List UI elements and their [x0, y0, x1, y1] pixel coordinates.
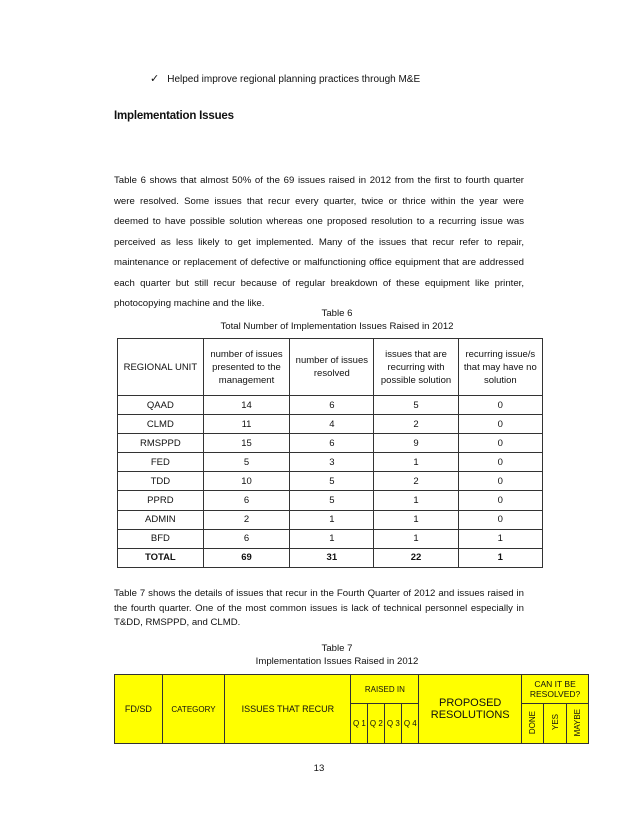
table6-value-cell: 31	[290, 548, 374, 567]
table7-quarter: Q 1	[351, 704, 368, 744]
table7-yes: YES	[550, 714, 560, 731]
page-number: 13	[313, 763, 325, 774]
table6-value-cell: 1	[374, 453, 458, 472]
table7-maybe: MAYBE	[572, 708, 582, 737]
table7-caption	[212, 642, 462, 668]
table6-value-cell: 5	[374, 396, 458, 415]
table7-maybe-cell	[566, 704, 588, 744]
table6	[117, 338, 543, 568]
table6-value-cell: 9	[374, 434, 458, 453]
paragraph-1: Table 6 shows that almost 50% of the 69 issues raised in 2012 from the first to fourth quarter were resolved. Some issues that recur every quarter, twice or thrice within the year were deemed to have possible solution whereas one proposed resolution to a recurring issue was perceived as less likely to get implemented. Many of the issues that recur refer to repair, maintenance or replacement of defective or malfunctioning office equipment that are addressed each quarter but still recur because of regular breakdown of these equipment like printer, photocopying machine and the like.	[114, 175, 524, 309]
table7-category: CATEGORY	[162, 675, 225, 744]
table6-value-cell: 1	[374, 510, 458, 529]
table6-header: recurring issue/s that may have no solution	[458, 339, 542, 396]
table6-unit-cell: BFD	[118, 529, 204, 548]
table6-value-cell: 3	[290, 453, 374, 472]
table7-title: Implementation Issues Raised in 2012	[255, 656, 419, 667]
table6-value-cell: 1	[374, 491, 458, 510]
table6-header-row	[118, 339, 543, 396]
table6-unit-cell: PPRD	[118, 491, 204, 510]
table6-value-cell: 1	[290, 510, 374, 529]
bullet-item	[150, 72, 420, 85]
table6-row	[118, 510, 543, 529]
table6-row	[118, 491, 543, 510]
table7-proposed: PROPOSED RESOLUTIONS	[419, 675, 522, 744]
table6-value-cell: 10	[203, 472, 290, 491]
table6-unit-cell: CLMD	[118, 415, 204, 434]
table6-value-cell: 6	[290, 434, 374, 453]
table6-value-cell: 6	[290, 396, 374, 415]
table6-title: Total Number of Implementation Issues Raised in 2012	[220, 321, 454, 332]
table6-value-cell: 15	[203, 434, 290, 453]
table7-done: DONE	[528, 710, 538, 735]
table6-value-cell: 11	[203, 415, 290, 434]
table6-value-cell: 1	[458, 529, 542, 548]
table6-header: REGIONAL UNIT	[118, 339, 204, 396]
table6-unit-cell: TDD	[118, 472, 204, 491]
table6-total-row	[118, 548, 543, 567]
table6-unit-cell: ADMIN	[118, 510, 204, 529]
table6-unit-cell: RMSPPD	[118, 434, 204, 453]
table6-value-cell: 0	[458, 510, 542, 529]
table6-unit-cell: FED	[118, 453, 204, 472]
table7-fdsd: FD/SD	[115, 675, 163, 744]
table6-value-cell: 0	[458, 396, 542, 415]
table6-value-cell: 2	[374, 472, 458, 491]
table6-header: number of issues presented to the management	[203, 339, 290, 396]
table6-value-cell: 5	[203, 453, 290, 472]
table6-row	[118, 396, 543, 415]
table6-value-cell: 0	[458, 415, 542, 434]
table6-value-cell: 22	[374, 548, 458, 567]
table6-value-cell: 4	[290, 415, 374, 434]
table6-value-cell: 69	[203, 548, 290, 567]
table7-yes-cell	[544, 704, 566, 744]
table6-header: number of issues resolved	[290, 339, 374, 396]
table6-value-cell: 0	[458, 453, 542, 472]
section-heading: Implementation Issues	[114, 110, 234, 122]
table6-value-cell: 5	[290, 491, 374, 510]
table7	[114, 674, 589, 744]
table6-value-cell: 14	[203, 396, 290, 415]
table6-row	[118, 472, 543, 491]
table7-issues-header: ISSUES THAT RECUR	[225, 675, 351, 744]
table6-value-cell: 6	[203, 491, 290, 510]
table6-caption	[212, 307, 462, 333]
bullet-text: Helped improve regional planning practices through M&E	[167, 74, 421, 85]
table6-value-cell: 1	[290, 529, 374, 548]
table6-value-cell: 1	[374, 529, 458, 548]
table7-can-it-be: CAN IT BE RESOLVED?	[522, 675, 589, 704]
table6-label: Table 6	[321, 308, 353, 319]
table6-row	[118, 529, 543, 548]
table6-row	[118, 434, 543, 453]
table6-header: issues that are recurring with possible solution	[374, 339, 458, 396]
table7-quarter: Q 4	[402, 704, 419, 744]
table6-value-cell: 1	[458, 548, 542, 567]
table6-value-cell: 2	[203, 510, 290, 529]
table6-row	[118, 415, 543, 434]
table6-value-cell: 0	[458, 434, 542, 453]
table6-value-cell: 6	[203, 529, 290, 548]
paragraph-2: Table 7 shows the details of issues that recur in the Fourth Quarter of 2012 and issues raised in the fourth quarter. One of the most common issues is lack of technical personnel especially in T&DD, RMSPPD, and CLMD.	[114, 588, 524, 628]
table6-unit-cell: QAAD	[118, 396, 204, 415]
table7-quarter: Q 2	[368, 704, 385, 744]
table6-value-cell: 5	[290, 472, 374, 491]
table6-row	[118, 453, 543, 472]
table7-label: Table 7	[321, 643, 353, 654]
table7-quarter: Q 3	[385, 704, 402, 744]
checkmark-icon: ✓	[150, 72, 160, 85]
table6-value-cell: 0	[458, 491, 542, 510]
table6-unit-cell: TOTAL	[118, 548, 204, 567]
table6-value-cell: 0	[458, 472, 542, 491]
table7-done-cell	[522, 704, 544, 744]
table6-value-cell: 2	[374, 415, 458, 434]
table7-raised-in: RAISED IN	[351, 675, 419, 704]
